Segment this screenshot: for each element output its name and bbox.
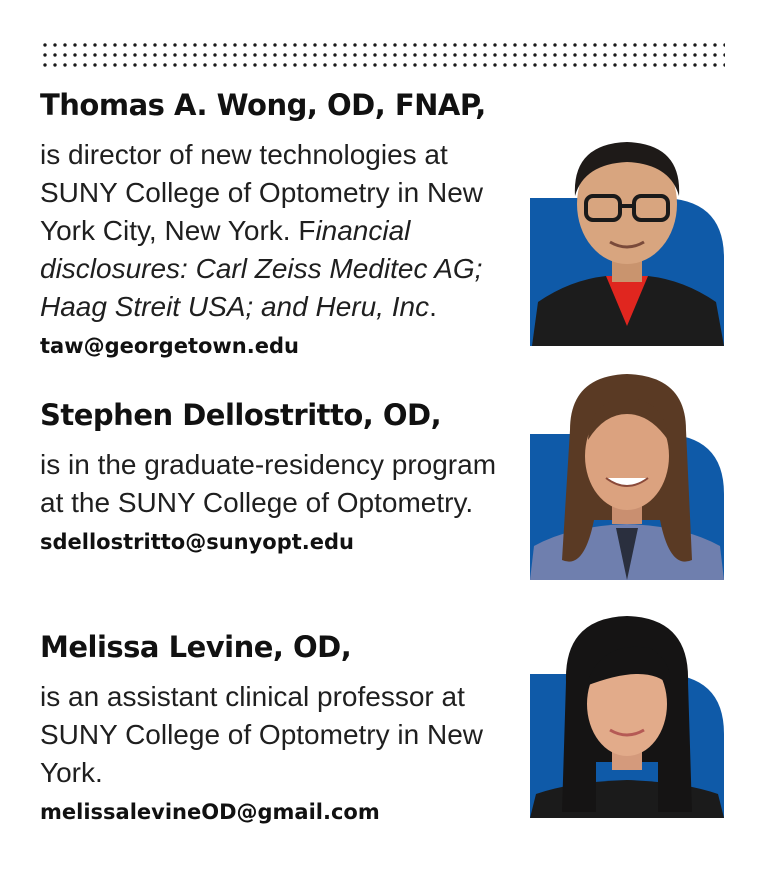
- author-email-link[interactable]: taw@georgetown.edu: [40, 334, 299, 358]
- author-bio: [40, 136, 520, 326]
- dotted-divider: [40, 40, 725, 70]
- bio-disclosures: inancial disclosures: Carl Zeiss Meditec AG; Haag Streit USA; and Heru, Inc: [40, 215, 483, 322]
- author-email-link[interactable]: melissalevineOD@gmail.com: [40, 800, 380, 824]
- author-photo-stephen-dellostritto: [530, 370, 724, 580]
- author-name: Melissa Levine, OD,: [40, 630, 352, 664]
- bio-melissa-levine: [40, 630, 520, 826]
- bio-stephen-dellostritto: [40, 398, 520, 556]
- author-name: Stephen Dellostritto, OD,: [40, 398, 442, 432]
- author-email-link[interactable]: sdellostritto@sunyopt.edu: [40, 530, 354, 554]
- author-bio: is an assistant clinical professor at SUNY College of Optometry in New York.: [40, 681, 483, 788]
- bio-end: .: [429, 291, 437, 322]
- bio-thomas-wong: [40, 88, 520, 360]
- author-photo-thomas-wong: [530, 130, 724, 346]
- author-bio: is in the graduate-residency program at the SUNY College of Optometry.: [40, 449, 497, 518]
- author-photo-melissa-levine: [530, 612, 724, 818]
- bio-text: is director of new technologies at SUNY College of Optometry in New York City, New York. F: [40, 139, 483, 246]
- author-name: Thomas A. Wong, OD, FNAP,: [40, 88, 486, 122]
